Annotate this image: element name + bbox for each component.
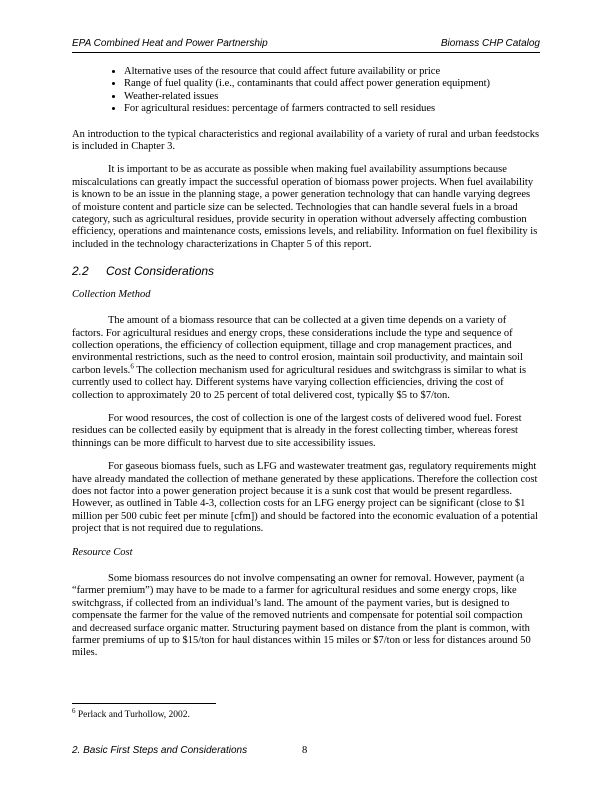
section-heading bbox=[72, 265, 540, 277]
resource-cost-paragraph: Some biomass resources do not involve compensating an owner for removal. However, payment (a “farmer premium”) may have to be made to a farmer for agricultural residues and some energy crops, like switchgrass, if collected from an individual’s land. The amount of the payment varies, but is designed to compensate the farmer for the value of the removed nutrients and compensate for potential soil compaction and decreased surface organic matter. Structuring payment based on distance from the plant is common, with farmer premiums of up to $15/ton for haul distances within 15 miles or $7/ton or less for distances around 50 miles. bbox=[72, 573, 531, 659]
footnote-rule bbox=[72, 703, 216, 704]
collection-paragraph-1-text-a: The amount of a biomass resource that can be collected at a given time depends on a variety of factors. For agricultural residues and energy crops, these considerations include the type and sequence of collection operations, the efficiency of collection equipment, tillage and crop management practices, and environmental restrictions, such as the need to control erosion, maintain soil productivity, and maintain soil carbon levels. bbox=[72, 315, 524, 376]
footnote-text: Perlack and Turhollow, 2002. bbox=[75, 710, 190, 720]
section-title: Cost Considerations bbox=[106, 264, 215, 279]
page-body bbox=[72, 66, 540, 671]
header-right-title: Biomass CHP Catalog bbox=[440, 38, 540, 49]
collection-paragraph-2: For wood resources, the cost of collection is one of the largest costs of delivered wood fuel. Forest residues can be collected easily by equipment that is already in the forest collecting timber, whereas forest thinnings can be more difficult to harvest due to site accessibility issues. bbox=[72, 412, 522, 449]
list-item: • Weather-related issues bbox=[124, 91, 540, 103]
collection-paragraph-1-text-b: The collection mechanism used for agricultural residues and switchgrass is similar to what is currently used to collect hay. Different systems have varying collection efficiencies, driving the cost of collection to approximately 20 to 25 percent of total delivered cost, typically $5 to $7/ton. bbox=[72, 364, 527, 401]
footer-chapter-title: 2. Basic First Steps and Considerations bbox=[72, 745, 248, 756]
header-left-title: EPA Combined Heat and Power Partnership bbox=[72, 38, 268, 49]
collection-paragraph-3: For gaseous biomass fuels, such as LFG and wastewater treatment gas, regulatory requirements might have already mandated the collection of methane generated by these applications. Therefore the collection cost does not factor into a power generation project because it is a sunk cost that would be present regardless. However, as outlined in Table 4-3, collection costs for an LFG energy project can be significant (close to $1 million per 500 cubic feet per minute [cfm]) and should be factored into the economic evaluation of a potential project that is not required due to regulations. bbox=[72, 461, 538, 535]
list-item: • For agricultural residues: percentage of farmers contracted to sell residues bbox=[124, 103, 540, 115]
list-item: • Alternative uses of the resource that could affect future availability or price bbox=[124, 66, 540, 78]
footnote-reference: 6 bbox=[130, 362, 134, 371]
intro-paragraph: An introduction to the typical characteristics and regional availability of a variety of rural and urban feedstocks is included in Chapter 3. bbox=[72, 128, 540, 153]
header-rule bbox=[72, 52, 540, 53]
page-number: 8 bbox=[302, 745, 308, 756]
footnote bbox=[72, 706, 190, 720]
collection-paragraph-1 bbox=[72, 315, 540, 402]
footnote-mark: 6 bbox=[72, 706, 76, 715]
list-item: • Range of fuel quality (i.e., contaminants that could affect power generation equipment) bbox=[124, 78, 540, 90]
accuracy-paragraph: It is important to be as accurate as possible when making fuel availability assumptions because miscalculations can greatly impact the successful operation of biomass power projects. When fuel availability is known to be an issue in the planning stage, a power generation technology that can handle varying degrees of moisture content and particle size can be selected. Technologies that can handle several fuels in a broad category, such as agricultural residues, provide security in operation without adversely affecting combustion efficiency, operations and maintenance costs, emissions levels, and reliability. Information on fuel flexibility is included in the technology characterizations in Chapter 5 of this report. bbox=[72, 164, 538, 250]
section-number: 2.2 bbox=[72, 264, 89, 279]
considerations-bullet-list bbox=[72, 66, 540, 116]
collection-method-heading: Collection Method bbox=[72, 288, 151, 300]
resource-cost-heading: Resource Cost bbox=[72, 546, 133, 558]
page-header bbox=[72, 38, 540, 52]
